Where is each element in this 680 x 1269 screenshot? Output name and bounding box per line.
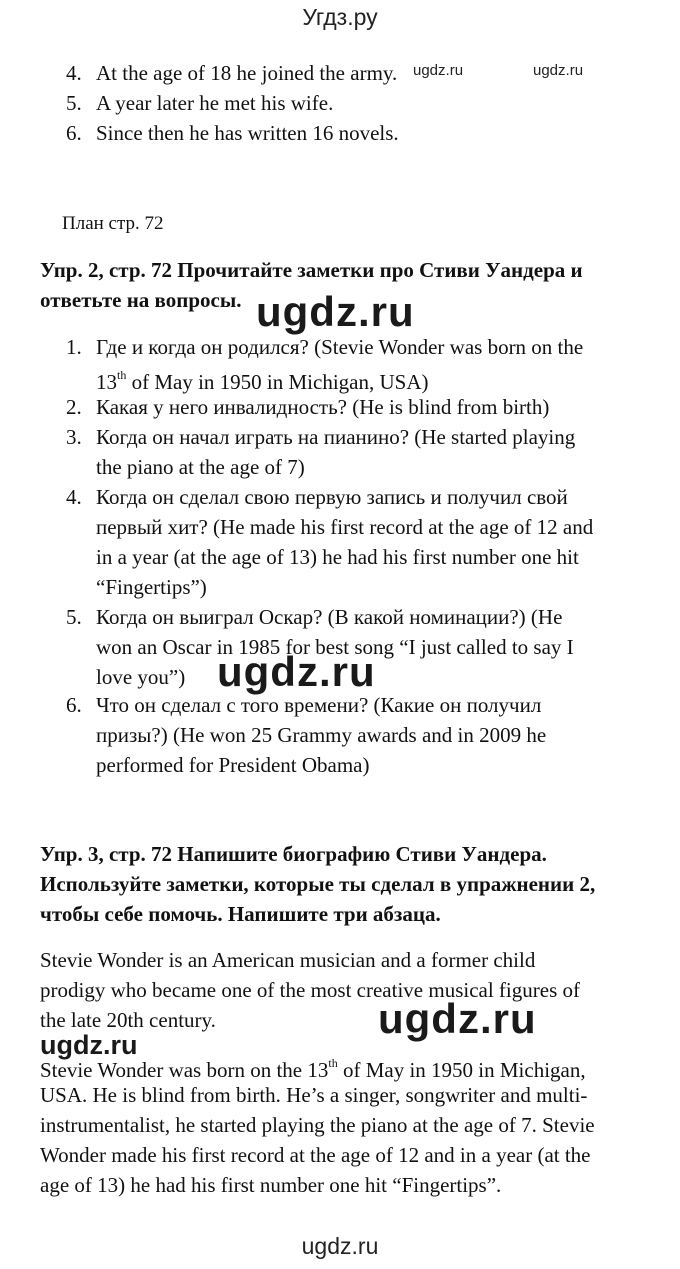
- question-item: [66, 602, 562, 632]
- paragraph-line: Stevie Wonder was born on the 13th of May in 1950 in Michigan,: [40, 1056, 586, 1082]
- paragraph-line: instrumentalist, he started playing the piano at the age of 7. Stevie: [40, 1113, 595, 1137]
- watermark: ugdz.ru: [256, 288, 415, 335]
- exercise-2-heading: Упр. 2, стр. 72 Прочитайте заметки про Стиви Уандера и: [40, 258, 583, 282]
- question-text: Где и когда он родился? (Stevie Wonder was born on the: [96, 335, 584, 359]
- question-text: Что он сделал с того времени? (Какие он получил: [96, 693, 542, 717]
- paragraph-line: Stevie Wonder is an American musician and a former child: [40, 948, 536, 972]
- list-item-number: 6.: [66, 121, 82, 145]
- question-number: 3.: [66, 425, 82, 449]
- question-text: Когда он сделал свою первую запись и получил свой: [96, 485, 568, 509]
- question-number: 6.: [66, 693, 82, 717]
- question-text-cont: “Fingertips”): [96, 575, 207, 599]
- list-item: [66, 58, 397, 88]
- question-text: Какая у него инвалидность? (He is blind from birth): [96, 395, 550, 419]
- question-number: 5.: [66, 605, 82, 629]
- watermark: ugdz.ru: [217, 648, 376, 695]
- list-item-number: 5.: [66, 91, 82, 115]
- question-item: [66, 690, 541, 720]
- list-item-text: A year later he met his wife.: [96, 91, 334, 115]
- list-item-text: At the age of 18 he joined the army.: [96, 61, 398, 85]
- watermark: ugdz.ru: [533, 62, 584, 79]
- exercise-3-heading-cont: чтобы себе помочь. Напишите три абзаца.: [40, 902, 441, 926]
- question-item: [66, 422, 575, 452]
- exercise-3-heading-cont: Используйте заметки, которые ты сделал в упражнении 2,: [40, 872, 596, 896]
- question-text-cont: первый хит? (He made his first record at the age of 12 and: [96, 515, 594, 539]
- question-text-cont: love you”): [96, 665, 186, 689]
- site-header: Угдз.ру: [302, 4, 378, 30]
- list-item-text: Since then he has written 16 novels.: [96, 121, 399, 145]
- paragraph-line: USA. He is blind from birth. He’s a singer, songwriter and multi-: [40, 1083, 588, 1107]
- question-number: 2.: [66, 395, 82, 419]
- question-text: Когда он начал играть на пианино? (He started playing: [96, 425, 576, 449]
- paragraph-line: Wonder made his first record at the age of 12 and in a year (at the: [40, 1143, 591, 1167]
- watermark: ugdz.ru: [40, 1030, 138, 1060]
- question-text: Когда он выиграл Оскар? (В какой номинации?) (He: [96, 605, 563, 629]
- plan-label: План стр. 72: [62, 213, 164, 234]
- paragraph-line: age of 13) he had his first number one hit “Fingertips”.: [40, 1173, 502, 1197]
- paragraph-line: prodigy who became one of the most creative musical figures of: [40, 978, 580, 1002]
- question-text-cont: performed for President Obama): [96, 753, 370, 777]
- question-number: 1.: [66, 335, 82, 359]
- list-item: [66, 118, 399, 148]
- question-item: [66, 482, 568, 512]
- site-footer: ugdz.ru: [301, 1233, 379, 1259]
- question-number: 4.: [66, 485, 82, 509]
- watermark: ugdz.ru: [378, 995, 537, 1042]
- question-text-cont: in a year (at the age of 13) he had his first number one hit: [96, 545, 579, 569]
- question-text-cont: 13th of May in 1950 in Michigan, USA): [96, 368, 429, 394]
- exercise-2-heading-cont: ответьте на вопросы.: [40, 288, 242, 312]
- paragraph-line: the late 20th century.: [40, 1008, 216, 1032]
- question-text-cont: призы?) (He won 25 Grammy awards and in 2009 he: [96, 723, 547, 747]
- question-text-cont: won an Oscar in 1985 for best song “I just called to say I: [96, 635, 574, 659]
- list-item-number: 4.: [66, 61, 82, 85]
- watermark: ugdz.ru: [413, 62, 464, 79]
- exercise-3-heading: Упр. 3, стр. 72 Напишите биографию Стиви Уандера.: [40, 842, 547, 866]
- question-item: [66, 332, 583, 362]
- list-item: [66, 88, 333, 118]
- question-item: [66, 392, 549, 422]
- question-text-cont: the piano at the age of 7): [96, 455, 305, 479]
